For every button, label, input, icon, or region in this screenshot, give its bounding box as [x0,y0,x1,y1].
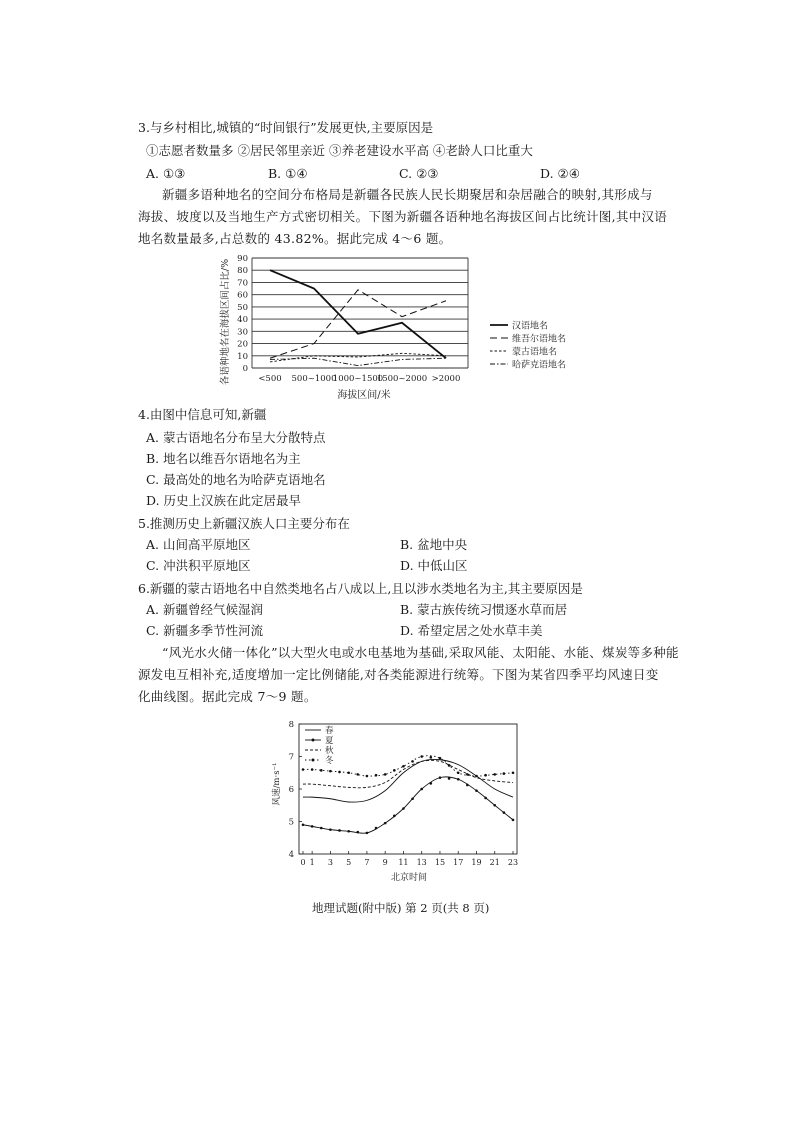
chart2-x-tick-label: 19 [471,858,482,867]
chart2-data-point [448,764,451,767]
chart2-legend-label: 夏 [325,736,334,746]
chart2-data-point [430,782,433,785]
q3-stem: 3.与乡村相比,城镇的“时间银行”发展更快,主要原因是 [138,120,434,135]
chart1-y-ticks [237,254,248,374]
chart2-data-point [448,777,451,780]
q6-option-d: D. 希望定居之处水草丰美 [400,623,543,638]
chart1-y-tick-label: 10 [237,351,248,362]
chart2-series-line [303,760,513,787]
chart2-data-point [503,811,506,814]
chart2-x-tick-label: 3 [327,858,333,867]
chart1-x-axis-label: 海拔区间/米 [337,390,391,401]
chart2-data-point [411,797,414,800]
chart1-series-line [270,358,446,365]
chart2-y-tick-label: 7 [288,752,294,763]
chart2-legend [305,725,334,766]
chart1-y-tick-label: 50 [237,302,248,313]
chart2-legend-label: 秋 [325,746,334,756]
chart1-legend-label: 蒙古语地名 [512,347,558,358]
chart2-legend-marker [312,759,315,762]
altitude-chart [200,250,600,405]
chart2-data-point [512,819,515,822]
q3-items: ①志愿者数量多 ②居民邻里亲近 ③养老建设水平高 ④老龄人口比重大 [146,143,533,158]
chart2-data-point [475,789,478,792]
chart2-data-point [338,771,341,774]
chart2-data-point [420,788,423,791]
chart2-y-ticks [289,720,294,860]
chart2-data-point [338,829,341,832]
chart1-y-tick-label: 20 [237,339,248,350]
chart2-data-point [402,765,405,768]
q4-option-c: C. 最高处的地名为哈萨克语地名 [146,472,326,487]
chart2-y-tick-label: 4 [288,850,294,860]
q4-option-b: B. 地名以维吾尔语地名为主 [146,451,301,466]
passage1-line-3: 地名数量最多,占总数的 43.82%。据此完成 4～6 题。 [138,231,452,246]
chart2-legend-label: 冬 [325,756,334,766]
chart2-data-point [430,756,433,759]
chart2-legend-marker [312,739,315,742]
chart2-x-tick-label: 11 [398,858,409,867]
passage1-line-2: 海拔、坡度以及当地生产方式密切相关。下图为新疆各语种地名海拔区间占比统计图,其中汉语 [138,209,668,224]
q5-option-b: B. 盆地中央 [400,537,468,552]
chart2-x-tick-label: 7 [364,858,370,867]
chart1-x-tick-label: 500~1000 [291,374,337,384]
chart1-x-tick-label: <500 [258,374,282,384]
chart1-y-tick-label: 80 [237,266,248,277]
chart1-y-tick-label: 90 [237,254,248,264]
chart2-data-point [402,807,405,810]
chart1-series [270,270,446,365]
chart2-x-tick-label: 17 [453,858,464,867]
q3-option-b: B. ①④ [268,166,308,181]
chart2-data-point [347,830,350,833]
chart2-x-tick-label: 15 [434,858,446,867]
q4-option-a: A. 蒙古语地名分布呈大分散特点 [146,430,326,445]
passage2-line-1: “风光水火储一体化”以大型火电或水电基地为基础,采取风能、太阳能、水能、煤炭等多种能 [162,645,679,660]
q3-option-d: D. ②④ [540,166,580,181]
chart2-data-point [384,822,387,825]
chart1-legend-label: 维吾尔语地名 [512,334,567,345]
chart2-data-point [375,774,378,777]
chart2-data-point [493,804,496,807]
chart2-legend-label: 春 [325,726,334,736]
chart2-data-point [420,755,423,758]
q6-stem: 6.新疆的蒙古语地名中自然类地名占八成以上,且以涉水类地名为主,其主要原因是 [138,581,583,596]
chart1-legend-label: 汉语地名 [512,321,549,332]
chart2-data-point [457,771,460,774]
chart2-data-point [329,770,332,773]
chart2-x-tick-label: 23 [507,858,519,867]
chart2-data-point [393,815,396,818]
q4-option-d: D. 历史上汉族在此定居最早 [146,493,302,508]
chart2-data-point [466,784,469,787]
chart2-data-point [439,757,442,760]
chart1-series-line [270,290,446,358]
chart2-data-point [366,775,369,778]
page-footer: 地理试题(附中版) 第 2 页(共 8 页) [312,901,490,915]
chart2-data-point [475,775,478,778]
chart2-data-point [356,831,359,834]
chart1-series-line [270,270,446,358]
q6-option-b: B. 蒙古族传统习惯逐水草而居 [400,602,568,617]
chart2-data-point [484,774,487,777]
chart2-data-point [311,825,314,828]
q3-option-c: C. ②③ [399,166,439,181]
chart2-data-point [493,773,496,776]
chart2-x-tick-label: 21 [489,858,500,867]
chart2-series-line [303,777,513,833]
chart2-data-point [347,771,350,774]
chart2-data-point [466,773,469,776]
q5-stem: 5.推测历史上新疆汉族人口主要分布在 [138,516,350,531]
chart2-data-point [329,828,332,831]
chart1-y-tick-label: 70 [237,278,248,289]
chart2-data-point [384,773,387,776]
chart2-series-line [303,756,513,776]
chart1-grid [252,258,468,368]
chart2-y-tick-label: 5 [288,817,294,828]
chart2-data-point [375,827,378,830]
chart2-data-point [411,760,414,763]
q5-option-a: A. 山间高平原地区 [146,537,251,552]
chart1-x-tick-label: 1500~2000 [376,374,428,384]
chart1-y-tick-label: 30 [237,327,248,338]
chart1-x-tick-label: 1000~1500 [332,374,384,384]
chart2-y-axis-label: 风速/m·s⁻¹ [272,762,282,806]
wind-speed-chart [265,708,530,886]
chart2-data-point [457,778,460,781]
chart2-y-tick-label: 6 [288,785,294,795]
chart2-data-point [356,773,359,776]
chart2-data-point [302,768,305,771]
chart2-data-point [320,827,323,830]
chart1-legend-label: 哈萨克语地名 [512,360,567,371]
chart2-data-point [512,771,515,774]
q6-option-c: C. 新疆多季节性河流 [146,623,264,638]
chart2-series-line [303,759,513,802]
chart1-y-axis-label: 各语种地名在海拔区间占比/% [220,258,231,386]
q3-option-a: A. ①③ [146,166,186,181]
chart1-y-tick-label: 40 [237,315,248,326]
chart2-x-tick-label: 9 [382,858,388,867]
q5-option-d: D. 中低山区 [400,558,468,573]
chart1-y-tick-label: 0 [242,364,248,374]
chart2-data-point [302,823,305,826]
chart2-x-axis-label: 北京时间 [390,873,428,883]
chart2-data-point [503,772,506,775]
chart2-data-point [366,832,369,835]
chart2-data-point [439,776,442,779]
q6-option-a: A. 新疆曾经气候湿润 [146,602,263,617]
passage2-line-2: 源发电互相补充,适度增加一定比例储能,对各类能源进行统筹。下图为某省四季平均风速日变 [138,667,659,682]
chart2-y-tick-label: 8 [288,720,294,730]
chart2-x-tick-label: 1 [309,858,315,867]
chart2-x-ticks [300,858,518,867]
chart1-x-ticks [258,374,460,384]
passage2-line-3: 化曲线图。据此完成 7～9 题。 [138,689,317,704]
chart1-series-line [270,353,446,362]
chart2-data-point [311,768,314,771]
passage1-line-1: 新疆多语种地名的空间分布格局是新疆各民族人民长期聚居和杂居融合的映射,其形成与 [162,187,653,202]
chart1-legend [490,320,566,371]
chart2-data-point [484,797,487,800]
chart2-x-tick-label: 13 [416,858,427,867]
chart2-data-point [393,769,396,772]
chart2-series [302,755,515,834]
chart1-x-tick-label: >2000 [431,374,461,384]
q5-option-c: C. 冲洪积平原地区 [146,558,251,573]
chart2-x-tick-label: 0 [300,858,306,867]
chart2-x-tick-label: 5 [346,858,352,867]
chart2-data-point [320,769,323,772]
q4-stem: 4.由图中信息可知,新疆 [138,407,267,422]
chart1-y-tick-label: 60 [237,290,248,301]
